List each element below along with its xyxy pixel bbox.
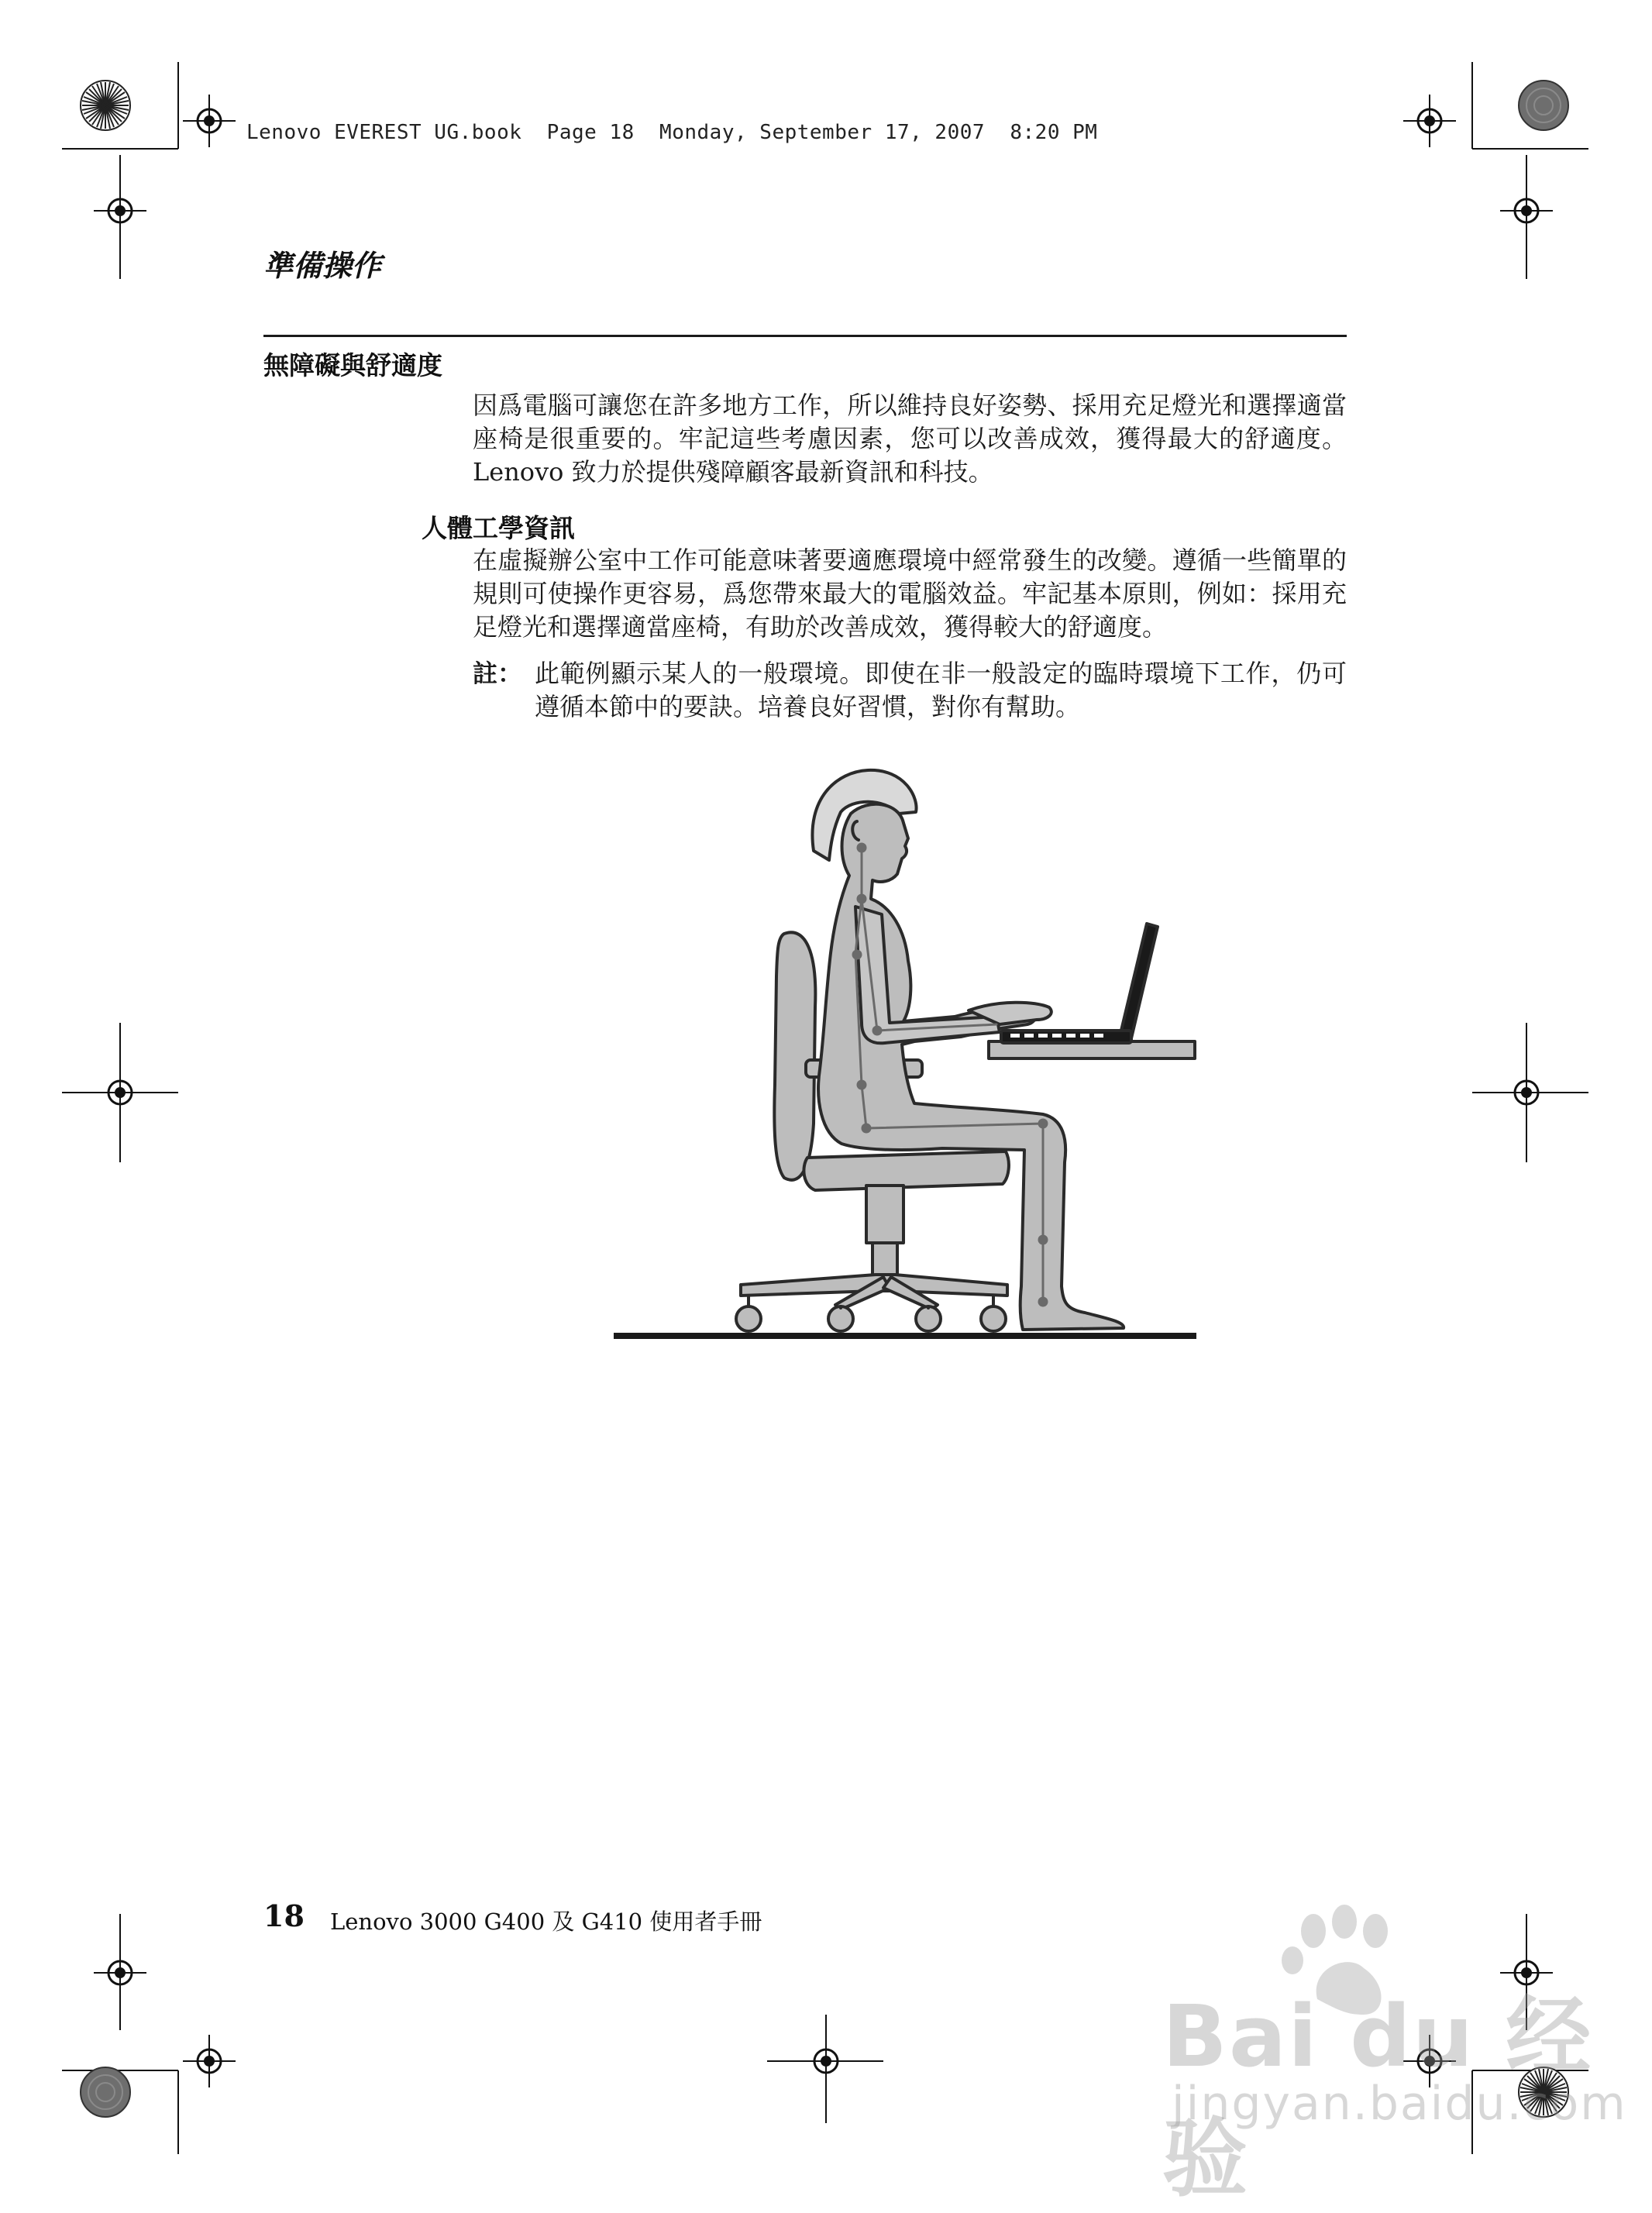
footer-book-title: Lenovo 3000 G400 及 G410 使用者手冊 xyxy=(330,1908,762,1935)
starburst-mark xyxy=(81,81,130,130)
section-rule xyxy=(263,335,1347,337)
section-paragraph: 因爲電腦可讓您在許多地方工作，所以維持良好姿勢、採用充足燈光和選擇適當座椅是很重要的。牢記這些考慮因素，您可以改善成效，獲得最大的舒適度。Lenovo 致力於提供殘障顧客最新資訊和科技。 xyxy=(473,391,1347,487)
floor-line xyxy=(614,1333,1196,1339)
section-heading: 無障礙與舒適度 xyxy=(263,350,442,380)
watermark-url: jingyan.baidu.com xyxy=(1172,2077,1627,2131)
subsection-heading: 人體工學資訊 xyxy=(422,513,575,543)
page-number: 18 xyxy=(263,1898,305,1933)
gray-disc-mark xyxy=(1519,81,1568,130)
note-label: 註： xyxy=(473,659,523,688)
note-text: 此範例顯示某人的一般環境。即使在非一般設定的臨時環境下工作，仍可遵循本節中的要訣。培養良好習慣，對你有幫助。 xyxy=(535,659,1347,721)
subsection-paragraph: 在虛擬辦公室中工作可能意味著要適應環境中經常發生的改變。遵循一些簡單的規則可使操作更容易，爲您帶來最大的電腦效益。牢記基本原則，例如：採用充足燈光和選擇適當座椅，有助於改善成效，獲得較大的舒適度。 xyxy=(473,546,1347,642)
print-slug: Lenovo EVEREST UG.book Page 18 Monday, September 17, 2007 8:20 PM xyxy=(246,121,1098,144)
watermark-brand: Bai du 经验 xyxy=(1162,1987,1593,2208)
running-head: 準備操作 xyxy=(263,249,382,283)
gray-disc-mark xyxy=(81,2067,130,2117)
ergonomics-illustration xyxy=(614,770,1196,1339)
